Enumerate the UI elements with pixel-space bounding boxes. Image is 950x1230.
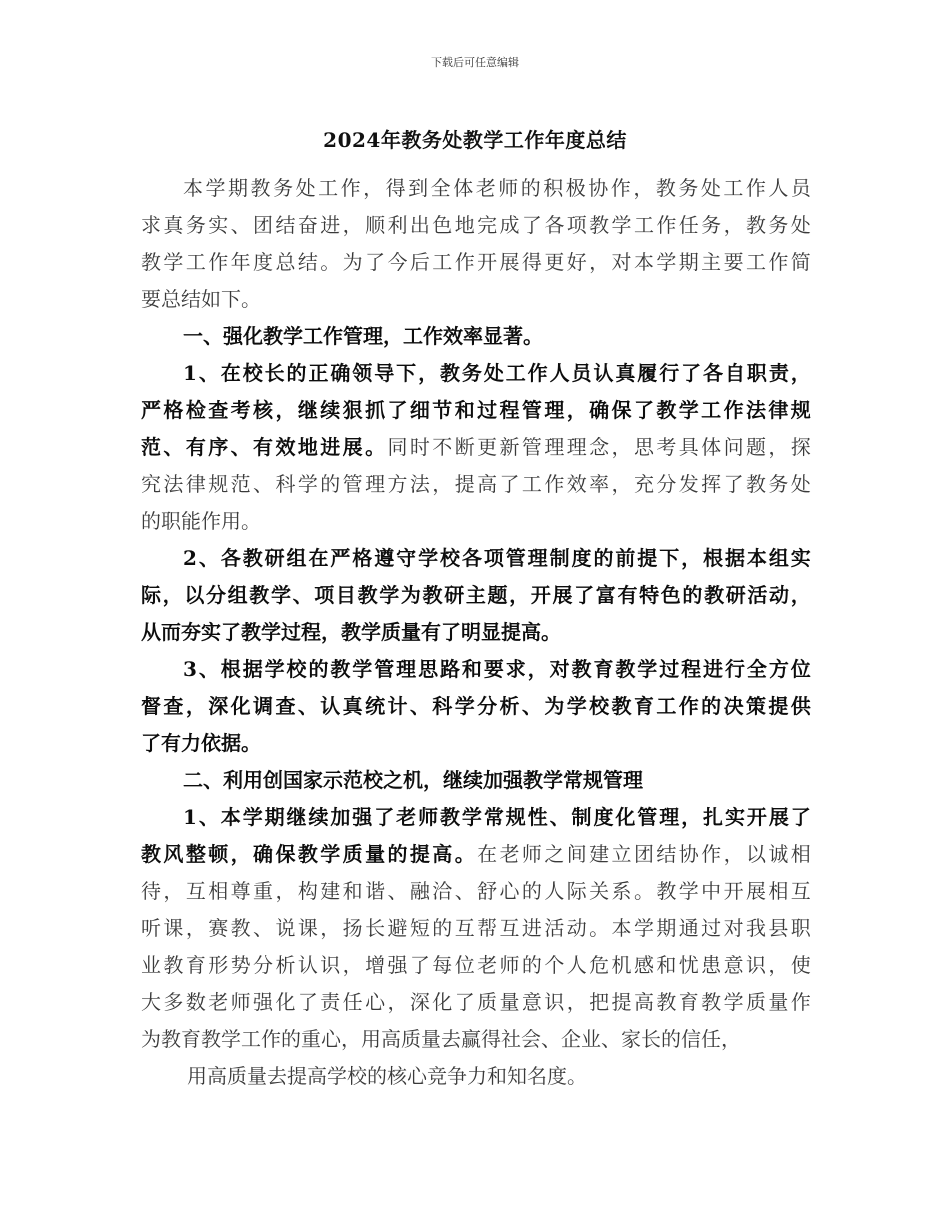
text-line-p3-3: 了 有 力 依 据 。 (141, 731, 261, 755)
text-line-heading-2: 二 、 利 用 创 国 家 示 范 校 之 机 ， 继 续 加 强 教 学 常 规 管 理 (183, 768, 643, 792)
text-line-p4-6: 大 多 数 老 师 强 化 了 责 任 心 ， 深 化 了 质 量 意 识 ， 把 提 高 教 育 教 学 质 量 作 (141, 990, 811, 1014)
text-line-p1-1: 1 、 在 校 长 的 正 确 领 导 下 ， 教 务 处 工 作 人 员 认 真 履 行 了 各 自 职 责 ， (183, 361, 811, 385)
text-line-p2-2: 际 ， 以 分 组 教 学 、 项 目 教 学 为 教 研 主 题 ， 开 展 了 富 有 特 色 的 教 研 活 动 ， (141, 583, 811, 607)
text-line-p2-1: 2 、 各 教 研 组 在 严 格 遵 守 学 校 各 项 管 理 制 度 的 前 提 下 ， 根 据 本 组 实 (183, 546, 811, 570)
text-line-intro-2: 求 真 务 实 、 团 结 奋 进 ， 顺 利 出 色 地 完 成 了 各 项 教 学 工 作 任 务 ， 教 务 处 (141, 213, 811, 237)
text-line-p4-5: 业 教 育 形 势 分 析 认 识 ， 增 强 了 每 位 老 师 的 个 人 危 机 感 和 忧 患 意 识 ， 使 (141, 953, 811, 977)
text-line-p4-4: 听 课 ， 赛 教 、 说 课 ， 扬 长 避 短 的 互 帮 互 进 活 动 。 本 学 期 通 过 对 我 县 职 (141, 916, 811, 940)
text-line-intro-3: 教 学 工 作 年 度 总 结 。 为 了 今 后 工 作 开 展 得 更 好 ， 对 本 学 期 主 要 工 作 简 (141, 250, 811, 274)
text-line-p1-2: 严 格 检 查 考 核 ， 继 续 狠 抓 了 细 节 和 过 程 管 理 ， 确 保 了 教 学 工 作 法 律 规 (141, 398, 811, 422)
text-line-p3-2: 督 查 ， 深 化 调 查 、 认 真 统 计 、 科 学 分 析 、 为 学 校 教 育 工 作 的 决 策 提 供 (141, 694, 811, 718)
text-line-p2-3: 从 而 夯 实 了 教 学 过 程 ， 教 学 质 量 有 了 明 显 提 高 。 (141, 620, 561, 644)
text-line-p3-1: 3 、 根 据 学 校 的 教 学 管 理 思 路 和 要 求 ， 对 教 育 教 学 过 程 进 行 全 方 位 (183, 657, 811, 681)
text-line-heading-1: 一 、 强 化 教 学 工 作 管 理 ， 工 作 效 率 显 著 。 (183, 324, 543, 348)
text-line-p4-2: 教 风 整 顿 ， 确 保 教 学 质 量 的 提 高 。 在 老 师 之 间 建 立 团 结 协 作 ， 以 诚 相 (141, 842, 811, 866)
text-line-tail: 用高质量去提高学校的核心竞争力和知名度。 (187, 1064, 587, 1088)
text-line-p4-7: 为 教 育 教 学 工 作 的 重 心 ， 用 高 质 量 去 赢 得 社 会 、 企 业 、 家 长 的 信 任 ， (141, 1027, 741, 1051)
text-line-p1-4: 究 法 律 规 范 、 科 学 的 管 理 方 法 ， 提 高 了 工 作 效 率 ， 充 分 发 挥 了 教 务 处 (141, 472, 811, 496)
document-title: 2024年教务处教学工作年度总结 (323, 128, 627, 152)
text-line-p4-3: 待 ， 互 相 尊 重 ， 构 建 和 谐 、 融 洽 、 舒 心 的 人 际 关 系 。 教 学 中 开 展 相 互 (141, 879, 811, 903)
header-note: 下载后可任意编辑 (431, 56, 519, 69)
document-body (141, 170, 811, 1095)
text-line-p1-3: 范 、 有 序 、 有 效 地 进 展 。 同 时 不 断 更 新 管 理 理 念 ， 思 考 具 体 问 题 ， 探 (141, 435, 811, 459)
text-line-p1-5: 的 职 能 作 用 。 (141, 509, 261, 533)
text-line-intro-4: 要 总 结 如 下 。 (141, 287, 261, 311)
text-line-p4-1: 1 、 本 学 期 继 续 加 强 了 老 师 教 学 常 规 性 、 制 度 化 管 理 ， 扎 实 开 展 了 (183, 805, 811, 829)
text-line-intro-1: 本 学 期 教 务 处 工 作 ， 得 到 全 体 老 师 的 积 极 协 作 ， 教 务 处 工 作 人 员 (183, 176, 811, 200)
